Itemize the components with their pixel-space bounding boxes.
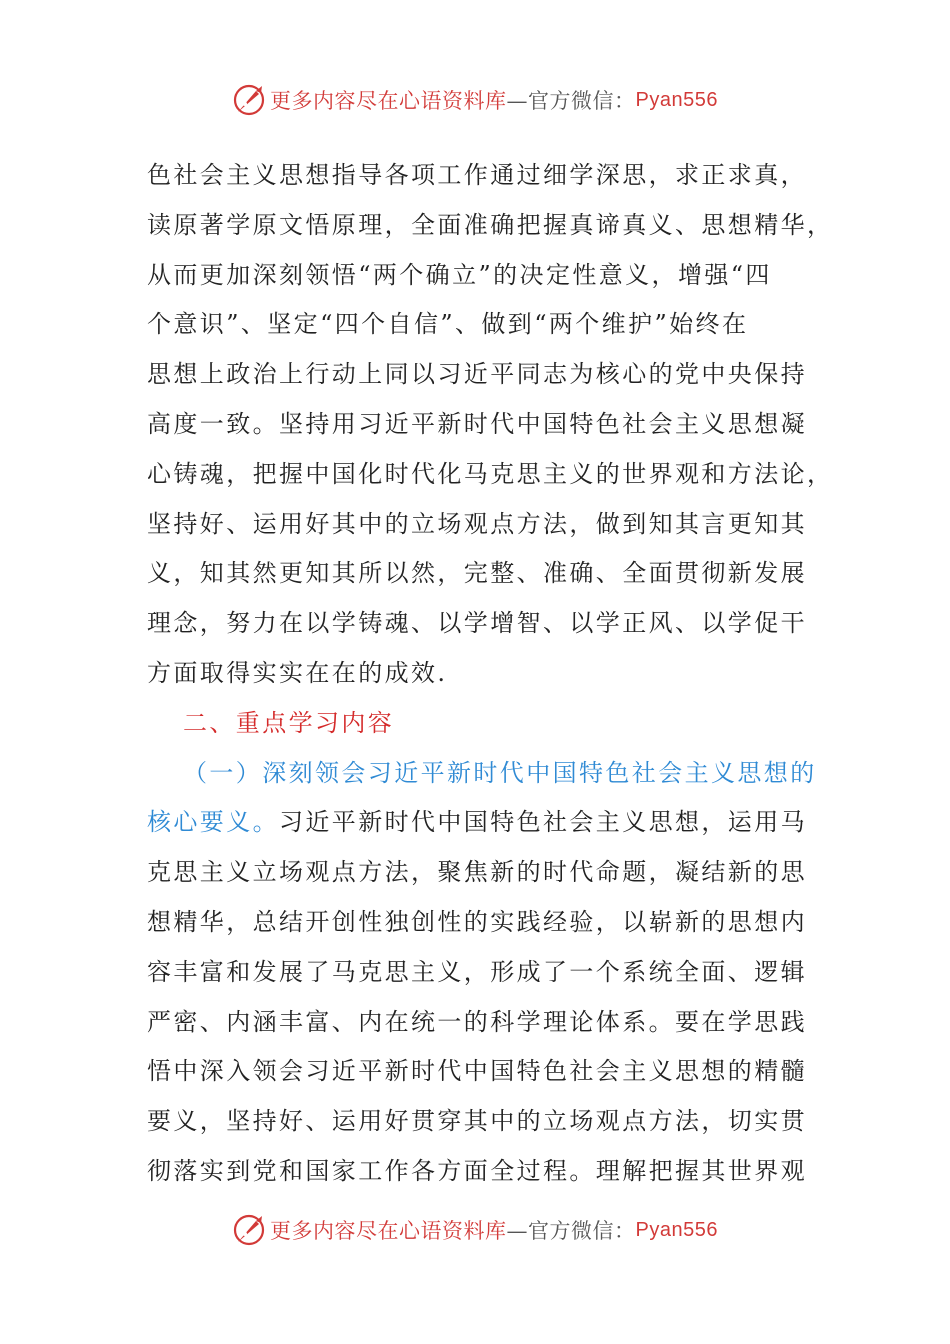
quill-logo-icon (232, 1213, 266, 1247)
paragraph-line: 悟中深入领会习近平新时代中国特色社会主义思想的精髓 (147, 1057, 807, 1086)
document-body (147, 151, 834, 1197)
paragraph-line: 彻落实到党和国家工作各方面全过程。理解把握其世界观 (147, 1156, 807, 1185)
footer-banner (0, 1210, 950, 1250)
paragraph-line: 高度一致。坚持用习近平新时代中国特色社会主义思想凝 (147, 409, 807, 438)
paragraph-line: 想精华，总结开创性独创性的实践经验，以崭新的思想内 (147, 907, 807, 936)
banner-wechat-label: —官方微信： (506, 89, 636, 113)
paragraph-line: 思想上政治上行动上同以习近平同志为核心的党中央保持 (147, 360, 807, 389)
paragraph-text: 习近平新时代中国特色社会主义思想，运用马 (279, 808, 807, 837)
banner-slogan: 更多内容尽在心语资料库 (270, 89, 507, 113)
paragraph-line (147, 798, 807, 848)
subsection-heading: （一）深刻领会习近平新时代中国特色社会主义思想的 (183, 758, 817, 787)
banner-slogan: 更多内容尽在心语资料库 (270, 1219, 507, 1243)
paragraph-line: 方面取得实实在在的成效. (147, 658, 448, 687)
quill-logo-icon (232, 83, 266, 117)
header-banner (0, 80, 950, 120)
banner-wechat-label: —官方微信： (506, 1219, 636, 1243)
paragraph-line: 理念，努力在以学铸魂、以学增智、以学正风、以学促干 (147, 609, 807, 638)
paragraph-line: 心铸魂，把握中国化时代化马克思主义的世界观和方法论， (147, 459, 834, 488)
paragraph-line: 色社会主义思想指导各项工作通过细学深思，求正求真， (147, 161, 807, 189)
banner-wechat-id: Pyan556 (635, 88, 718, 111)
paragraph-line: 要义，坚持好、运用好贯穿其中的立场观点方法，切实贯 (147, 1107, 807, 1136)
paragraph-line: 容丰富和发展了马克思主义，形成了一个系统全面、逻辑 (147, 957, 807, 986)
subsection-heading-end: 核心要义。 (147, 808, 279, 837)
paragraph-line: 读原著学原文悟原理，全面准确把握真谛真义、思想精华， (147, 210, 834, 239)
paragraph-line: 坚持好、运用好其中的立场观点方法，做到知其言更知其 (147, 509, 807, 538)
paragraph-line: 义，知其然更知其所以然，完整、准确、全面贯彻新发展 (147, 559, 807, 588)
banner-wechat-id: Pyan556 (635, 1218, 718, 1241)
paragraph-line: 严密、内涵丰富、内在统一的科学理论体系。要在学思践 (147, 1007, 807, 1036)
paragraph-line: 克思主义立场观点方法，聚焦新的时代命题，凝结新的思 (147, 858, 807, 887)
paragraph-line: 个意识”、坚定“四个自信”、做到“两个维护”始终在 (147, 310, 749, 339)
section-heading: 二、重点学习内容 (183, 708, 395, 737)
paragraph-line: 从而更加深刻领悟“两个确立”的决定性意义，增强“四 (147, 260, 772, 289)
